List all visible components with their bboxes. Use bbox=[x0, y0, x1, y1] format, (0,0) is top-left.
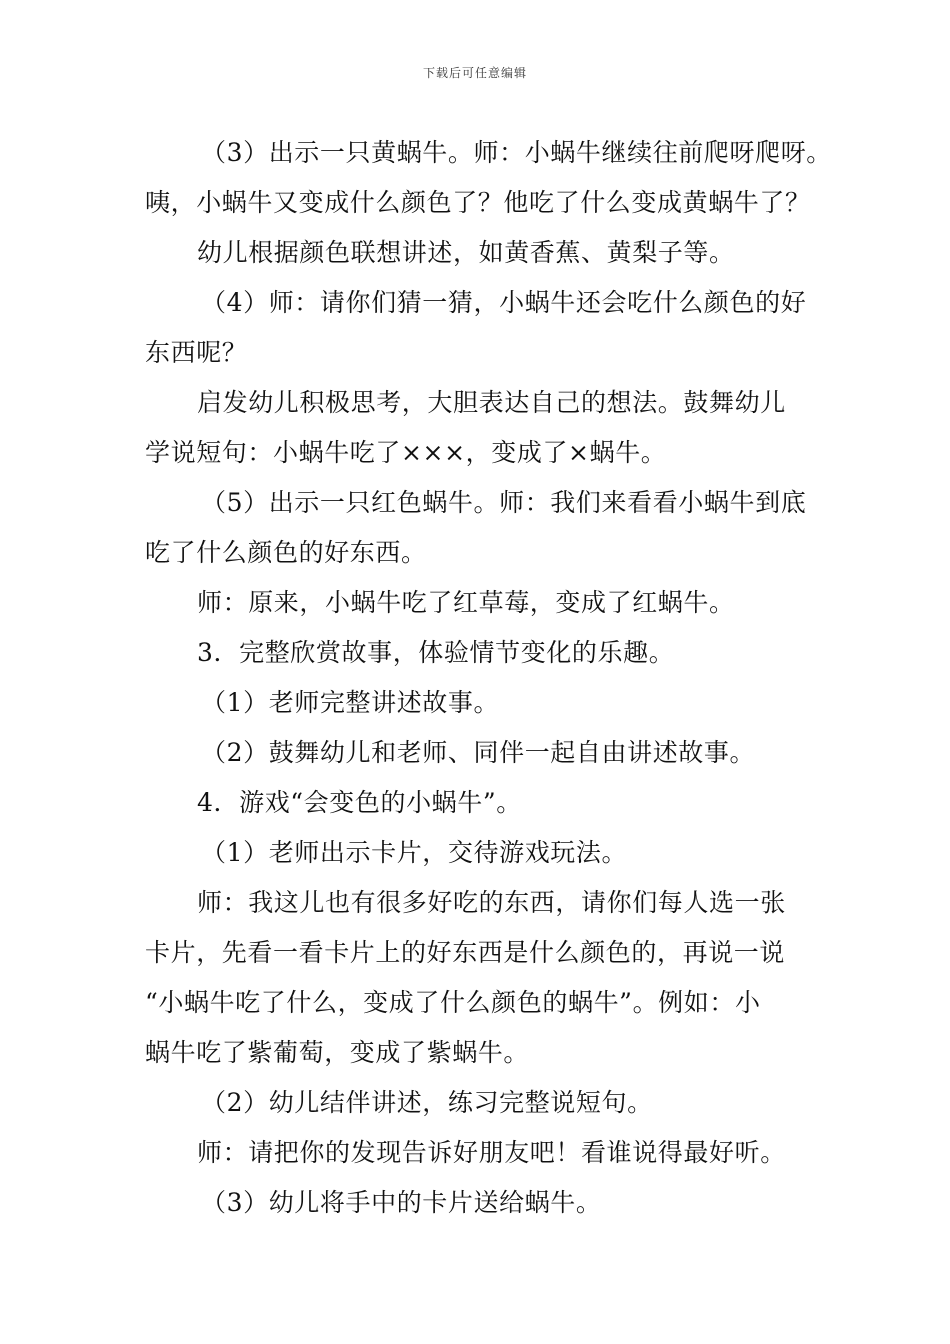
text-line: 咦，小蜗牛又变成什么颜色了？他吃了什么变成黄蜗牛了？ bbox=[145, 188, 811, 217]
text-line: 学说短句：小蜗牛吃了×××，变成了×蜗牛。 bbox=[145, 438, 667, 467]
text-line: （2）幼儿结伴讲述，练习完整说短句。 bbox=[201, 1088, 653, 1117]
text-line: （3）出示一只黄蜗牛。师：小蜗牛继续往前爬呀爬呀。 bbox=[201, 138, 832, 167]
text-line: 师：请把你的发现告诉好朋友吧！看谁说得最好听。 bbox=[197, 1138, 786, 1167]
text-line: 蜗牛吃了紫葡萄，变成了紫蜗牛。 bbox=[145, 1038, 530, 1067]
text-line: （3）幼儿将手中的卡片送给蜗牛。 bbox=[201, 1188, 602, 1217]
text-line: 师：原来，小蜗牛吃了红草莓，变成了红蜗牛。 bbox=[197, 588, 735, 617]
text-line: 师：我这儿也有很多好吃的东西，请你们每人选一张 bbox=[197, 888, 786, 917]
text-line: （5）出示一只红色蜗牛。师：我们来看看小蜗牛到底 bbox=[201, 488, 807, 517]
page-header: 下载后可任意编辑 bbox=[422, 66, 527, 80]
text-line: 东西呢？ bbox=[145, 338, 248, 367]
text-line: “小蜗牛吃了什么，变成了什么颜色的蜗牛”。例如：小 bbox=[145, 988, 761, 1017]
text-line: （2）鼓舞幼儿和老师、同伴一起自由讲述故事。 bbox=[201, 738, 756, 767]
text-line: 4．游戏“会变色的小蜗牛”。 bbox=[197, 788, 522, 817]
text-line: 启发幼儿积极思考，大胆表达自己的想法。鼓舞幼儿 bbox=[197, 388, 786, 417]
text-line: 卡片，先看一看卡片上的好东西是什么颜色的，再说一说 bbox=[145, 938, 786, 967]
text-line: （1）老师出示卡片，交待游戏玩法。 bbox=[201, 838, 628, 867]
text-line: 幼儿根据颜色联想讲述，如黄香蕉、黄梨子等。 bbox=[197, 238, 735, 267]
text-line: 吃了什么颜色的好东西。 bbox=[145, 538, 427, 567]
document-body bbox=[145, 128, 832, 1228]
text-line: （1）老师完整讲述故事。 bbox=[201, 688, 500, 717]
text-line: 3．完整欣赏故事，体验情节变化的乐趣。 bbox=[197, 638, 675, 667]
text-line: （4）师：请你们猜一猜，小蜗牛还会吃什么颜色的好 bbox=[201, 288, 807, 317]
